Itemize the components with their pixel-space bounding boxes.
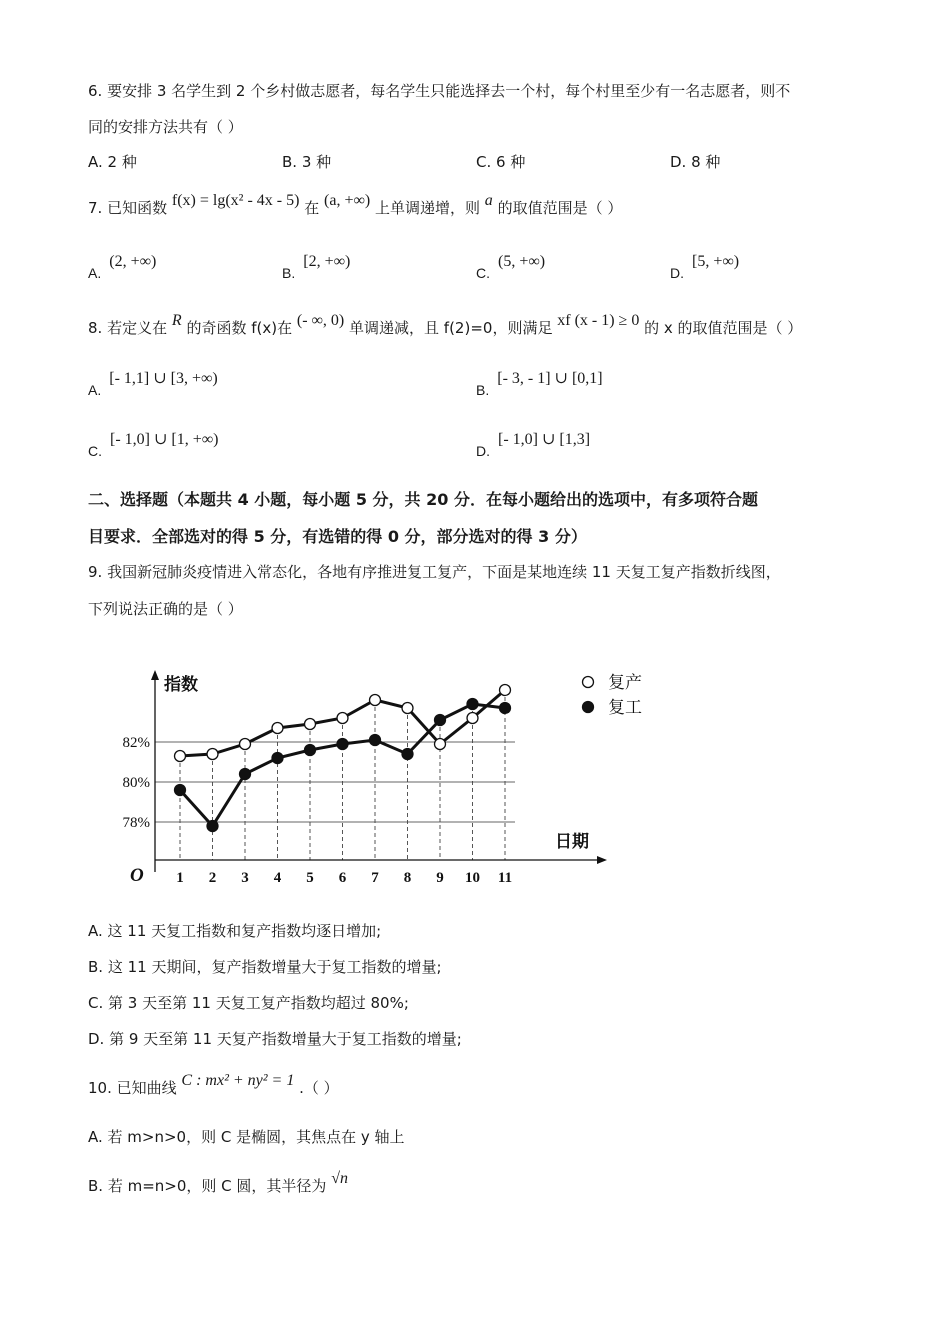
q8-stem <box>88 312 803 340</box>
data-point <box>435 739 446 750</box>
q8-option-d[interactable] <box>476 431 591 463</box>
x-axis-arrow <box>597 856 607 864</box>
origin-label: O <box>130 865 144 886</box>
data-point <box>337 739 348 750</box>
q8-mid2: 单调递减，且 f(2)=0，则满足 <box>349 319 553 337</box>
x-tick-label: 4 <box>273 870 282 886</box>
q10-stem <box>88 1072 339 1100</box>
q7-suffix1: 上单调递增，则 <box>374 199 480 217</box>
data-point <box>207 749 218 760</box>
q8-option-d-label: D. <box>476 443 490 459</box>
data-point <box>207 821 218 832</box>
q8-interval: (- ∞, 0) <box>296 312 345 329</box>
q7-option-a-math: (2, +∞) <box>109 253 157 270</box>
q8-option-b-label: B. <box>476 382 490 398</box>
q9-option-c[interactable]: C. 第 3 天至第 11 天复工复产指数均超过 80%; <box>88 994 409 1012</box>
y-axis-arrow <box>151 670 159 680</box>
q8-option-a-label: A. <box>88 382 102 398</box>
data-point <box>305 745 316 756</box>
data-point <box>467 699 478 710</box>
q7-stem <box>88 192 623 220</box>
q7-interval: (a, +∞) <box>324 192 371 209</box>
data-point <box>272 723 283 734</box>
index-line-chart <box>100 660 680 895</box>
data-point <box>500 685 511 696</box>
q7-option-c-math: (5, +∞) <box>498 253 546 270</box>
q9-line2: 下列说法正确的是（ ） <box>88 600 243 618</box>
data-point <box>370 695 381 706</box>
q6-option-d[interactable]: D. 8 种 <box>670 153 721 171</box>
data-point <box>435 715 446 726</box>
data-point <box>337 713 348 724</box>
data-point <box>500 703 511 714</box>
section2-line2: 目要求．全部选对的得 5 分，有选错的得 0 分，部分选对的得 3 分） <box>88 527 587 546</box>
x-tick-label: 8 <box>403 870 412 886</box>
q8-option-d-math: [- 1,0] ∪ [1,3] <box>498 431 591 448</box>
x-tick-label: 6 <box>338 870 347 886</box>
x-tick-label: 1 <box>176 870 184 886</box>
q7-option-b-label: B. <box>282 265 296 281</box>
x-tick-labels <box>176 870 512 886</box>
q9-option-b[interactable]: B. 这 11 天期间，复产指数增量大于复工指数的增量; <box>88 958 442 976</box>
data-point <box>240 769 251 780</box>
q8-option-c-label: C. <box>88 443 102 459</box>
data-point <box>175 751 186 762</box>
q6-option-a[interactable]: A. 2 种 <box>88 153 137 171</box>
q7-option-c-label: C. <box>476 265 490 281</box>
q8-suffix: 的 x 的取值范围是（ ） <box>644 319 803 337</box>
y-tick-labels <box>123 735 151 831</box>
x-tick-label: 2 <box>208 870 217 886</box>
x-axis-title: 日期 <box>555 832 589 851</box>
y-tick-label: 80% <box>122 775 150 791</box>
q6-line1: 6. 要安排 3 名学生到 2 个乡村做志愿者，每名学生只能选择去一个村，每个村里至少有一名志愿者，则不 <box>88 82 791 100</box>
q7-option-a[interactable] <box>88 253 157 285</box>
q8-option-c-math: [- 1,0] ∪ [1, +∞) <box>110 431 219 448</box>
legend-label: 复产 <box>608 673 642 692</box>
data-point <box>402 703 413 714</box>
q8-R: R <box>171 312 182 329</box>
chart-legend <box>583 673 643 717</box>
legend-marker <box>583 677 594 688</box>
q6-option-c[interactable]: C. 6 种 <box>476 153 526 171</box>
q7-option-d-label: D. <box>670 265 684 281</box>
q7-suffix2: 的取值范围是（ ） <box>497 199 623 217</box>
q7-mid: 在 <box>304 199 320 217</box>
q6-line2: 同的安排方法共有（ ） <box>88 118 243 136</box>
data-point <box>175 785 186 796</box>
q6-option-b[interactable]: B. 3 种 <box>282 153 332 171</box>
q7-option-a-label: A. <box>88 265 102 281</box>
x-tick-label: 11 <box>497 870 513 886</box>
q8-option-c[interactable] <box>88 431 219 463</box>
q10-prefix: 10. 已知曲线 <box>88 1079 177 1097</box>
data-point <box>402 749 413 760</box>
legend-marker <box>583 702 594 713</box>
q9-line1: 9. 我国新冠肺炎疫情进入常态化，各地有序推进复工复产，下面是某地连续 11 天复工复产指数折线图， <box>88 563 781 581</box>
q7-option-c[interactable] <box>476 253 546 285</box>
q10-option-b[interactable] <box>88 1170 348 1198</box>
q7-prefix: 7. 已知函数 <box>88 199 168 217</box>
section2-line1: 二、选择题（本题共 4 小题，每小题 5 分，共 20 分．在每小题给出的选项中，有多项符合题 <box>88 490 758 509</box>
data-point <box>370 735 381 746</box>
q7-option-b-math: [2, +∞) <box>303 253 351 270</box>
q7-var: a <box>484 192 493 209</box>
data-point <box>240 739 251 750</box>
q7-option-d[interactable] <box>670 253 740 285</box>
x-tick-label: 7 <box>371 870 379 886</box>
q10-option-b-math: √n <box>331 1170 348 1187</box>
q9-option-d[interactable]: D. 第 9 天至第 11 天复产指数增量大于复工指数的增量; <box>88 1030 462 1048</box>
q7-function: f(x) = lg(x² - 4x - 5) <box>171 192 300 209</box>
y-tick-label: 78% <box>122 815 150 831</box>
q10-suffix: .（ ） <box>299 1079 339 1097</box>
x-tick-label: 3 <box>241 870 249 886</box>
q8-option-b-math: [- 3, - 1] ∪ [0,1] <box>497 370 603 387</box>
q8-inequality: xf (x - 1) ≥ 0 <box>557 312 640 329</box>
q7-option-d-math: [5, +∞) <box>692 253 740 270</box>
q9-option-a[interactable]: A. 这 11 天复工指数和复产指数均逐日增加; <box>88 922 382 940</box>
x-tick-label: 5 <box>306 870 314 886</box>
q8-option-b[interactable] <box>476 370 603 402</box>
q8-prefix: 8. 若定义在 <box>88 319 168 337</box>
data-point <box>467 713 478 724</box>
data-point <box>272 753 283 764</box>
data-point <box>305 719 316 730</box>
y-tick-label: 82% <box>122 735 150 751</box>
x-tick-label: 10 <box>465 870 480 886</box>
q8-option-a-math: [- 1,1] ∪ [3, +∞) <box>109 370 218 387</box>
q10-option-a[interactable]: A. 若 m>n>0，则 C 是椭圆，其焦点在 y 轴上 <box>88 1128 405 1146</box>
x-tick-label: 9 <box>436 870 444 886</box>
legend-label: 复工 <box>608 698 642 717</box>
q8-mid1: 的奇函数 f(x)在 <box>186 319 293 337</box>
q8-option-a[interactable] <box>88 370 218 402</box>
y-axis-title: 指数 <box>164 675 198 694</box>
q10-curve: C : mx² + ny² = 1 <box>181 1072 295 1089</box>
q10-option-b-text: B. 若 m=n>0，则 C 圆，其半径为 <box>88 1177 327 1195</box>
q7-option-b[interactable] <box>282 253 351 285</box>
